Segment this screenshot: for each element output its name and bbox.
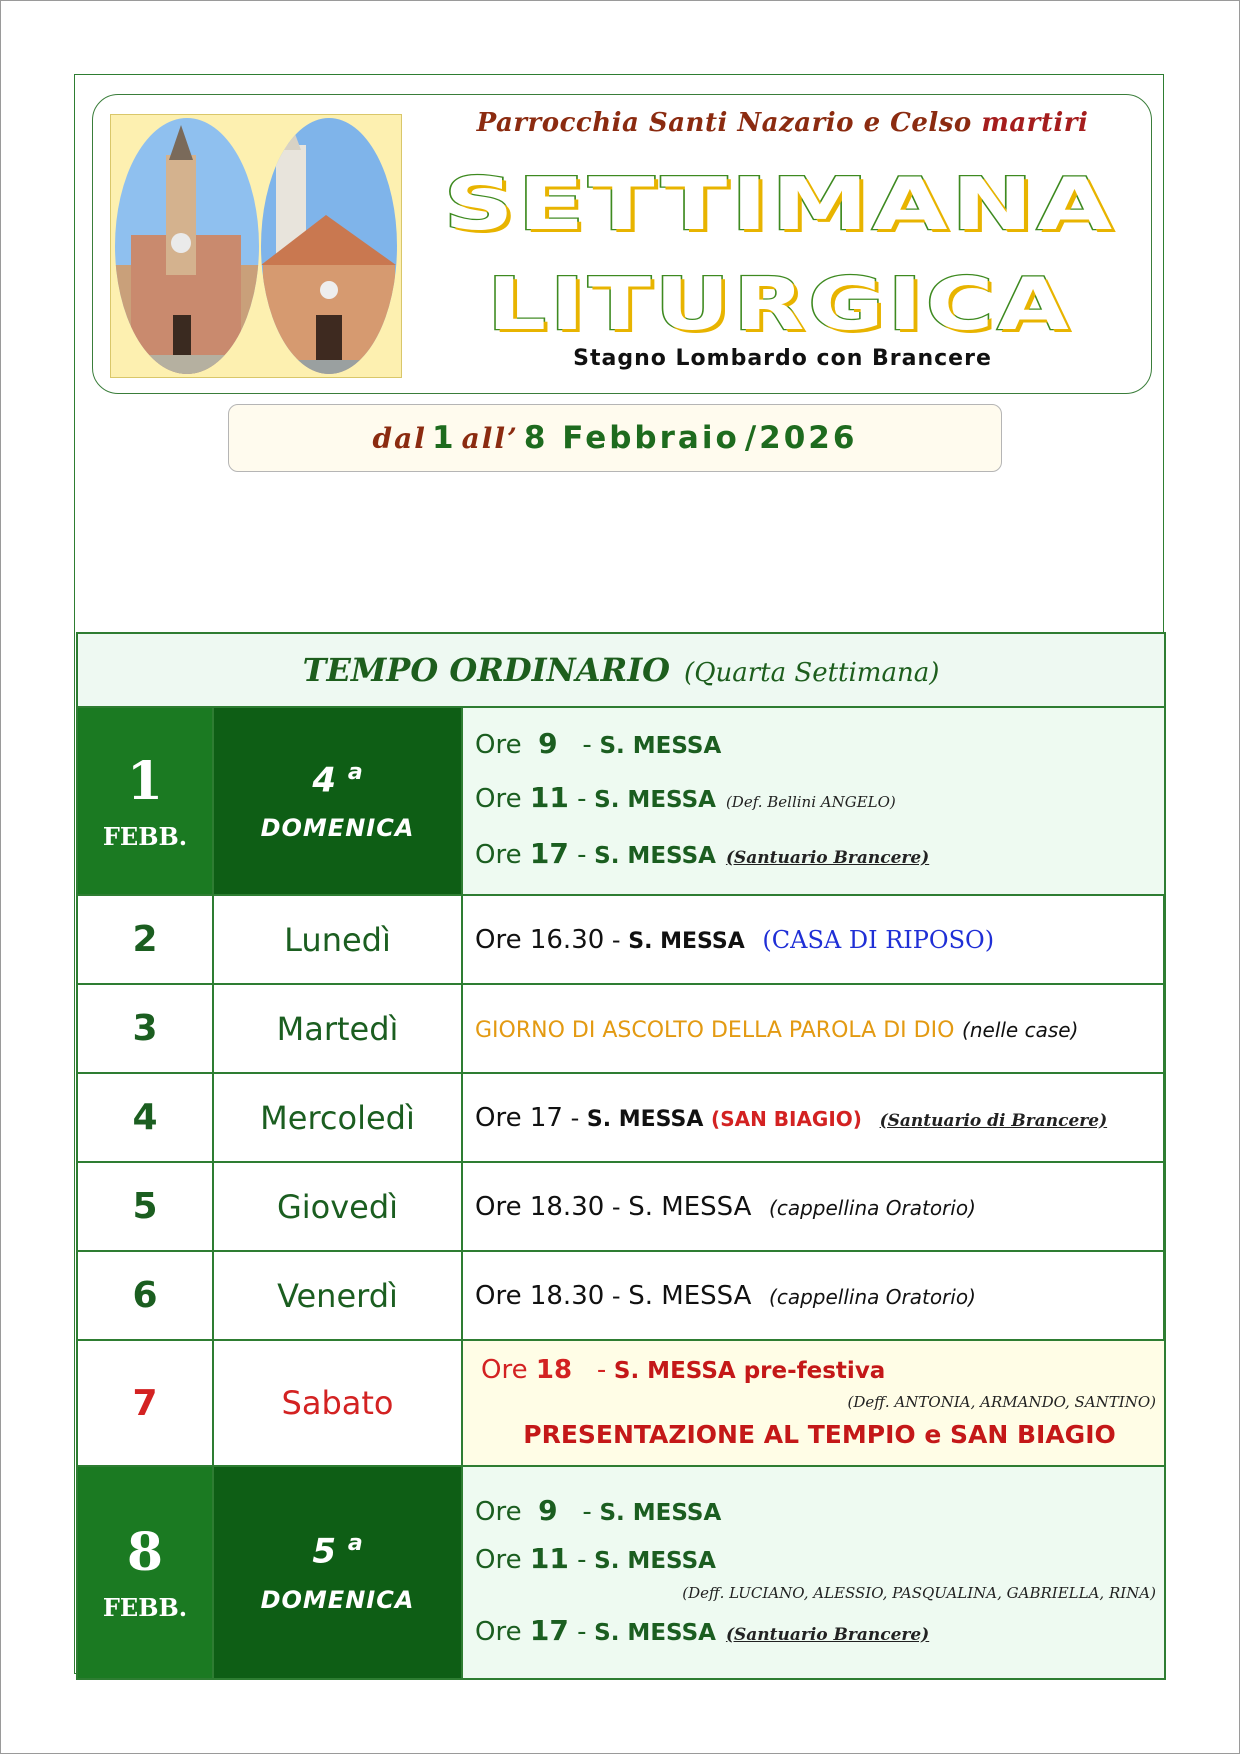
day-name: Mercoledì (213, 1073, 462, 1162)
day-name: Venerdì (213, 1251, 462, 1340)
table-row (77, 707, 1165, 895)
day-name: Martedì (213, 984, 462, 1073)
events-cell: Ore 17 - S. MESSA (SAN BIAGIO) (Santuario di Brancere) (462, 1073, 1165, 1162)
event-line: Ore 11 - S. MESSA (Def. Bellini ANGELO) (475, 781, 896, 814)
table-row (77, 1466, 1165, 1679)
date-to: 8 Febbraio (523, 420, 740, 456)
table-row (77, 1162, 1165, 1251)
day-number: 3 (77, 984, 213, 1073)
events-cell: Ore 16.30 - S. MESSA (CASA DI RIPOSO) (462, 895, 1165, 984)
title-settimana: SETTIMANA (443, 162, 1117, 246)
day-number: 2 (77, 895, 213, 984)
event-line: Ore 11 - S. MESSA (475, 1541, 716, 1575)
season-title: TEMPO ORDINARIO (302, 651, 671, 689)
date-dal: dal (372, 422, 427, 455)
events-cell: Ore 18 - S. MESSA pre-festiva (Deff. ANTONIA, ARMANDO, SANTINO) PRESENTAZIONE AL TEMPIO e SAN BIAGIO (462, 1340, 1165, 1466)
table-row (77, 984, 1165, 1073)
day-name: 4 $^a$ DOMENICA (213, 707, 462, 895)
event-line: Ore 18 - S. MESSA pre-festiva (481, 1354, 886, 1385)
day-name: Sabato (213, 1340, 462, 1466)
day-number: 4 (77, 1073, 213, 1162)
events-cell (462, 707, 1165, 895)
events-cell: Ore 9 - S. MESSA Ore 11 - S. MESSA (Deff. LUCIANO, ALESSIO, PASQUALINA, GABRIELLA, RINA) Ore 17 - S. MESSA (Santuario Brancere) (462, 1466, 1165, 1679)
parish-name (420, 108, 1145, 138)
table-row (77, 1251, 1165, 1340)
parish-suffix: martiri (981, 108, 1089, 138)
table-row (77, 895, 1165, 984)
event-line: Ore 17 - S. MESSA (Santuario Brancere) (475, 1613, 930, 1647)
event-line: Ore 17 - S. MESSA (Santuario Brancere) (475, 837, 930, 870)
location: Stagno Lombardo con Brancere (573, 346, 992, 371)
schedule-table (76, 632, 1166, 1680)
month-label: FEBB. (102, 1593, 188, 1622)
season-header (77, 633, 1165, 707)
day-number: 8 FEBB. (77, 1466, 213, 1679)
season-subtitle: (Quarta Settimana) (684, 658, 940, 688)
table-row (77, 1340, 1165, 1466)
day-number: 1 FEBB. (77, 707, 213, 895)
date-from: 1 (431, 420, 457, 456)
date-range (228, 404, 1002, 472)
events-cell: GIORNO DI ASCOLTO DELLA PAROLA DI DIO (nelle case) (462, 984, 1165, 1073)
event-line: Ore 9 - S. MESSA (475, 1493, 722, 1527)
parish-prefix: Parrocchia Santi Nazario e Celso (476, 108, 972, 138)
day-number: 7 (77, 1340, 213, 1466)
event-line: Ore 9 - S. MESSA (475, 727, 722, 760)
events-cell: Ore 18.30 - S. MESSA (cappellina Oratorio) (462, 1162, 1165, 1251)
day-name: Giovedì (213, 1162, 462, 1251)
day-number: 5 (77, 1162, 213, 1251)
day-number: 6 (77, 1251, 213, 1340)
title-liturgica: LITURGICA (487, 262, 1073, 346)
events-cell: Ore 18.30 - S. MESSA (cappellina Oratorio) (462, 1251, 1165, 1340)
date-all: all’ (461, 422, 519, 455)
month-label: FEBB. (102, 821, 188, 851)
day-name: 5 $^a$ DOMENICA (213, 1466, 462, 1679)
day-name: Lunedì (213, 895, 462, 984)
date-year: /2026 (744, 420, 858, 456)
table-row (77, 1073, 1165, 1162)
